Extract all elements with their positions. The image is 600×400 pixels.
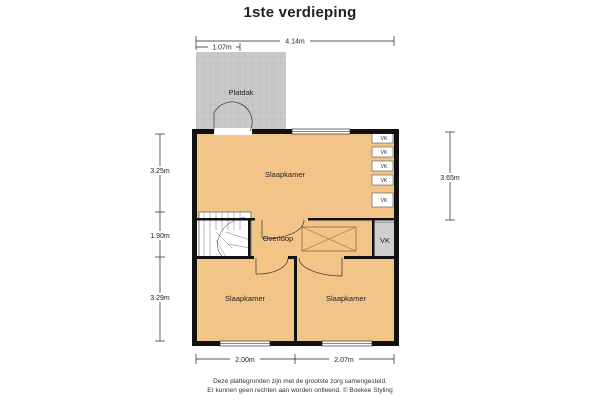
dimension-left-bottom: 3.29m — [150, 295, 170, 302]
room-label-slaapkamer-right: Slaapkamer — [325, 294, 367, 303]
room-label-slaapkamer-left: Slaapkamer — [224, 294, 266, 303]
dimension-left-top: 3.25m — [150, 168, 170, 175]
disclaimer-line-1: Deze plattegronden zijn met de grootste zorg samengesteld. — [213, 378, 387, 385]
disclaimer — [0, 378, 600, 395]
dimension-left-mid: 1.90m — [150, 233, 170, 240]
vk-label-1: VK — [380, 136, 388, 142]
floor-title: 1ste verdieping — [243, 4, 357, 21]
vk-label-3: VK — [380, 164, 388, 170]
dimension-top-total: 4.14m — [285, 38, 305, 46]
dimension-bottom-left: 2.00m — [235, 357, 255, 364]
vk-label-4: VK — [380, 178, 388, 184]
storage-strip — [372, 132, 396, 258]
vk-label-5: VK — [380, 198, 388, 204]
room-label-platdak: Platdak — [228, 88, 254, 97]
dimension-right: 3.65m — [440, 175, 460, 182]
room-label-slaapkamer-top: Slaapkamer — [264, 170, 306, 179]
dimension-top-short: 1.07m — [212, 44, 232, 52]
dimension-bottom-right: 2.07m — [334, 357, 354, 364]
disclaimer-line-2: Er kunnen geen rechten aan worden ontleend. © Boekee Styling — [207, 386, 393, 394]
vk-label-large: VK — [379, 236, 391, 245]
vk-label-2: VK — [380, 150, 388, 156]
room-label-overloop: Overloop — [262, 234, 294, 243]
